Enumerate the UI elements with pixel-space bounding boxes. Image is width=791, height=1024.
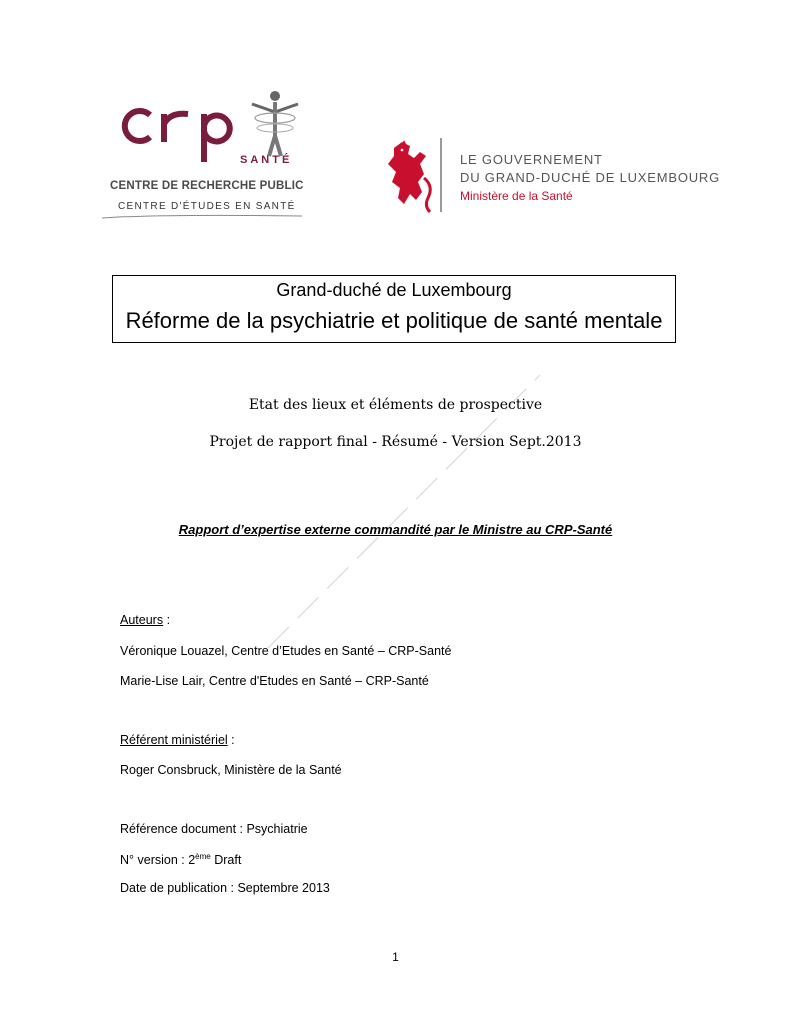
expertise-heading: Rapport d’expertise externe commandité par le Ministre au CRP-Santé xyxy=(178,522,613,537)
gov-divider xyxy=(440,138,442,212)
version-prefix: N° version : 2 xyxy=(120,853,196,868)
document-reference: Référence document : Psychiatrie xyxy=(120,822,308,836)
referent-name: Roger Consbruck, Ministère de la Santé xyxy=(120,763,342,777)
crp-wordmark-icon xyxy=(112,84,302,162)
author-2: Marie-Lise Lair, Centre d'Etudes en Santé – CRP-Santé xyxy=(120,674,429,688)
referent-sep: : xyxy=(227,733,235,747)
subtitle-etat-des-lieux: Etat des lieux et éléments de prospective xyxy=(248,397,543,413)
page-number: 1 xyxy=(392,950,399,964)
red-lion-icon xyxy=(380,138,436,216)
document-version xyxy=(120,852,241,867)
crp-sub-label: CENTRE D'ÉTUDES EN SANTÉ xyxy=(118,201,296,212)
crp-sante-label: SANTÉ xyxy=(240,154,293,166)
gov-ministry-label: Ministère de la Santé xyxy=(460,189,573,203)
subtitle-projet-rapport: Projet de rapport final - Résumé - Version Sept.2013 xyxy=(209,434,582,450)
author-1: Véronique Louazel, Centre d’Etudes en Santé – CRP-Santé xyxy=(120,644,452,658)
crp-centre-label: CENTRE DE RECHERCHE PUBLIC xyxy=(110,180,304,192)
authors-heading xyxy=(120,613,170,627)
publication-date: Date de publication : Septembre 2013 xyxy=(120,881,330,895)
referent-heading xyxy=(120,733,235,747)
version-superscript: ème xyxy=(195,852,211,861)
gov-title-line2: DU GRAND-DUCHÉ DE LUXEMBOURG xyxy=(460,170,721,185)
authors-sep: : xyxy=(163,613,171,627)
government-logo xyxy=(380,138,721,218)
country-title: Grand-duché de Luxembourg xyxy=(276,280,512,300)
gov-title-line1: LE GOUVERNEMENT xyxy=(460,152,603,167)
crp-swoosh-icon xyxy=(102,214,302,220)
title-box xyxy=(112,275,676,343)
main-title: Réforme de la psychiatrie et politique de santé mentale xyxy=(125,308,663,333)
crp-sante-logo xyxy=(102,84,302,218)
referent-label: Référent ministériel xyxy=(120,733,228,747)
authors-label: Auteurs xyxy=(120,613,164,627)
version-suffix: Draft xyxy=(210,853,242,868)
